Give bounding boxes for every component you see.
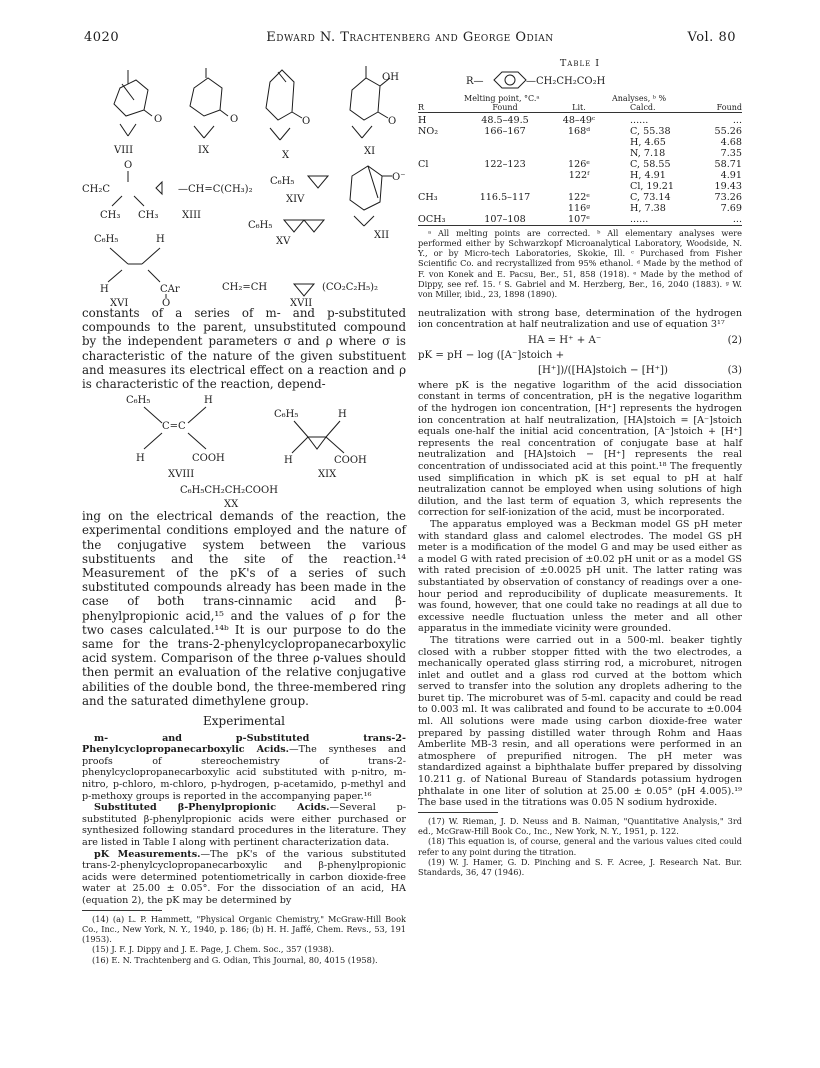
cell-found-analysis: 19.43 [714,180,742,192]
cell-lit: 168ᵈ [567,125,591,137]
svg-text:O: O [162,298,171,306]
label-xiii: XIII [182,210,201,221]
table-row [418,148,742,159]
cell-lit [546,148,612,159]
label-xix: XIX [318,469,337,481]
paragraph-exp-acids [82,733,406,803]
structure-xvi [94,234,180,306]
cell-r: CH₃ [418,191,438,203]
structure-x [266,70,310,161]
structure-xiii [82,160,253,221]
cell-calcd: Cl, 19.21 [630,180,674,192]
label-xi: XI [364,146,376,157]
paragraph-sigma-rho: constants of a series of m- and p-substituted compounds to the parent, unsubstituted compound by the independent parameters σ and ρ where σ is characteristic of the nature of the given substituent and measures its electrical effect on a reaction and ρ is characteristic of the reaction, depend- [82,306,406,392]
svg-text:C₆H₅: C₆H₅ [248,220,273,231]
equation-3-number: (3) [727,364,742,376]
cell-found: 166–167 [484,125,526,137]
label-xviii: XVIII [168,469,195,481]
cell-lit: 107ᵉ [567,213,591,225]
svg-text:OH: OH [382,72,399,83]
table-i [418,94,742,228]
svg-text:C₆H₅: C₆H₅ [126,395,151,407]
cell-calcd: ...... [630,114,649,126]
table-row [418,214,742,226]
equation-2-text: HA = H⁺ + A⁻ [528,334,602,346]
svg-text:O: O [230,114,239,125]
experimental-heading: Experimental [203,714,285,729]
footnote-17: (17) W. Rieman, J. D. Neuss and B. Naiman, "Quantitative Analysis," 3rd ed., McGraw-Hill Book Co., Inc., New York, N. Y., 1951, p. 122. [418,815,742,837]
structure-xiv [270,176,328,205]
right-column [418,58,742,878]
cell-found-analysis: 4.91 [720,169,742,181]
svg-text:CH₂=CH: CH₂=CH [222,282,268,293]
structure-xvii [222,282,378,306]
cell-found [464,148,546,159]
svg-text:COOH: COOH [192,453,225,465]
cell-calcd: ...... [630,213,649,225]
page-number: 4020 [84,30,120,45]
table-row [418,137,742,148]
formula-xx: C₆H₅CH₂CH₂COOH [180,485,278,497]
footnote-18: (18) This equation is, of course, general and the various values cited could refer to any point during the titration. [418,836,742,857]
svg-text:C=C: C=C [162,421,186,433]
structure-xix [274,409,367,480]
col-found-analysis: Found [716,102,742,112]
cell-calcd: C, 73.14 [630,191,671,203]
cell-calcd: C, 58.55 [630,158,671,170]
cell-r [418,137,464,148]
table-title: Table I [559,58,601,69]
cell-lit: 122ᵉ [567,191,591,203]
svg-text:—CH₂CH₂CO₂H: —CH₂CH₂CO₂H [526,75,606,87]
label-xx: XX [224,499,239,510]
label-viii: VIII [114,145,134,156]
svg-text:COOH: COOH [334,455,367,467]
paragraph-exp-propionic [82,802,406,848]
svg-text:C₆H₅: C₆H₅ [270,176,295,187]
structure-viii [113,70,162,156]
structures-viii-xvii [82,58,406,306]
table-row [418,115,742,126]
label-xiv: XIV [286,194,305,205]
cell-found [464,203,546,214]
cell-found: 107–108 [484,213,526,225]
equation-3-line2 [418,365,742,380]
col-r: R [418,102,425,112]
cell-lit [546,137,612,148]
col-calcd: Calcd. [630,102,656,112]
svg-text:H: H [204,395,213,407]
svg-text:O: O [124,160,133,171]
table-formula [418,70,742,92]
running-head [84,30,736,48]
cell-found: 116.5–117 [479,191,531,203]
label-xvi: XVI [110,298,129,306]
cell-lit: 48–49ᶜ [562,114,596,126]
table-row [418,159,742,170]
cell-found-analysis: 58.71 [714,158,742,170]
cell-found [464,181,546,192]
equation-2-number: (2) [727,334,742,346]
structure-ix [190,68,238,156]
cell-calcd: H, 7.38 [630,202,666,214]
left-column [82,58,406,965]
svg-text:H: H [100,284,109,295]
structure-xv [248,220,324,247]
footnote-19: (19) W. J. Hamer, G. D. Pinching and S. F. Acree, J. Research Nat. Bur. Standards, 36, 47 (1946). [418,857,742,878]
exp-propionic-body: —Several p-substituted β-phenylpropionic acids were either purchased or synthesized following standard procedures in the literature. They are listed in Table I along with pertinent characterization data. [82,802,407,848]
structure-xx [180,485,278,509]
svg-text:C₆H₅: C₆H₅ [274,409,299,421]
svg-text:H: H [284,455,293,467]
svg-text:CH₂C: CH₂C [82,184,111,195]
table-row [418,126,742,137]
structure-xii [350,166,405,241]
col-lit: Lit. [572,102,586,112]
svg-text:H: H [136,453,145,465]
cell-calcd: N, 7.18 [630,147,666,159]
cell-r [418,181,464,192]
svg-text:O: O [302,116,311,127]
running-title: Edward N. Trachtenberg and George Odian [266,30,554,45]
svg-text:C₆H₅: C₆H₅ [94,234,119,245]
group-analyses: Analyses, ᵇ % [612,93,667,103]
cell-found-analysis: 4.68 [720,136,742,148]
footnote-rule [82,910,162,911]
cell-calcd: H, 4.65 [630,136,666,148]
svg-text:H: H [156,234,165,245]
cell-found [464,137,546,148]
svg-text:CH₃: CH₃ [138,210,159,221]
cell-lit: 116ᵍ [567,202,591,214]
cell-r: Cl [418,158,429,170]
cell-found-analysis: 55.26 [714,125,742,137]
paragraph-neutralization: neutralization with strong base, determination of the hydrogen ion concentration at half neutralization and use of equation 3¹⁷ [418,307,742,331]
label-xv: XV [276,236,291,247]
svg-text:(CO₂C₂H₅)₂: (CO₂C₂H₅)₂ [322,282,379,293]
cell-found: 122–123 [484,158,526,170]
svg-text:H: H [338,409,347,421]
cell-r [418,148,464,159]
paragraph-apparatus: The apparatus employed was a Beckman model GS pH meter with standard glass and calomel electrodes. The model GS pH meter is a modification of the model G and may be used either as a model G with rated precision of ±0.02 pH unit or as a model GS with rated precision of ±0.0025 pH unit. The latter rating was substantiated by observation of constancy of readings over a one-hour period and reproducibility of duplicate measurements. It was found, however, that one could take no readings at all due to excessive needle fluctuation unless the meter and all other apparatus in the immediate vicinity were grounded. [418,518,742,635]
paragraph-titrations: The titrations were carried out in a 500-ml. beaker tightly closed with a rubber stopper fitted with the two electrodes, a mechanically operated glass stirring rod, a microburet, nitrogen inlet and outlet and a glass rod curved at the bottom which served to transfer into the solution any droplets adhering to the buret tip. The microburet was of 5-ml. capacity and could be read to 0.003 ml. It was calibrated and found to be accurate to ±0.004 ml. All solutions were made using carbon dioxide-free water prepared by passing distilled water through Rohm and Haas Amberlite MB-3 resin, and all operations were performed in an atmosphere of prepurified nitrogen. The pH meter was standardized against a biphthalate buffer prepared by dissolving 10.211 g. of National Bureau of Standards potassium hydrogen phthalate in one liter of solution at 25.00 ± 0.05° (pH 4.005).¹⁹ The base used in the titrations was 0.05 N sodium hydroxide. [418,634,742,809]
footnote-16: (16) E. N. Trachtenberg and G. Odian, This Journal, 80, 4015 (1958). [92,954,378,965]
volume-number: Vol. 80 [687,30,736,45]
cell-found-analysis: ... [732,114,742,126]
structure-xviii [126,395,225,480]
cell-r [418,170,464,181]
footnote-14: (14) (a) L. P. Hammett, "Physical Organic Chemistry," McGraw-Hill Book Co., Inc., New York, N. Y., 1940, p. 186; (b) H. H. Jaffé, Chem. Revs., 53, 191 (1953). [82,913,406,945]
table-row [418,192,742,203]
table-row [418,203,742,214]
label-xvii: XVII [290,298,313,306]
cell-found-analysis: 7.35 [720,147,742,159]
exp-acids-body: —The syntheses and proofs of stereochemistry of trans-2-phenylcyclopropanecarboxylic acid substituted with p-nitro, m-nitro, p-chloro, m-chloro, p-hydrogen, p-acetamido, p-methyl and p-methoxy groups is reported in the accompanying paper.¹⁶ [82,744,406,802]
table-row [418,181,742,192]
svg-text:R—: R— [466,75,484,87]
equation-2 [418,335,742,350]
paragraph-pk-definition: where pK is the negative logarithm of the acid dissociation constant in terms of concentration, pH is the negative logarithm of the hydrogen ion concentration, [H⁺] represents the hydrogen ion concentration at half neutralization, [HA]stoich = [A⁻]stoich equals one-half the initial acid concentration, [A⁻]stoich + [H⁺] represents the real concentration of conjugate base at half neutralization and [HA]stoich − [H⁺] represents the real concentration of undissociated acid at this point.¹⁸ The frequently used simplification in which pK is set equal to pH at half neutralization cannot be employed when using solutions of high dilution, and the last term of equation 3, which represents the correction for self-ionization of the acid, must be incorporated. [418,379,742,519]
cell-found-analysis: 7.69 [720,202,742,214]
svg-text:O: O [154,114,163,125]
label-ix: IX [198,145,210,156]
footnote-rule-right [418,812,498,813]
cell-r: H [418,114,427,126]
paragraph-exp-pk [82,849,406,907]
cell-r: OCH₃ [418,213,446,225]
equation-3-text-1: pK = pH − log ([A⁻]stoich + [418,349,565,361]
cell-lit [546,181,612,192]
svg-text:—CH=C(CH₃)₂: —CH=C(CH₃)₂ [178,184,253,195]
structures-xviii-xx [82,391,406,509]
paragraph-rho-values: ing on the electrical demands of the reaction, the experimental conditions employed and the nature of the conjugative system between the various substituents and the site of the reaction.¹⁴ Measurement of the pK's of a series of such substituted compounds already has been made in the case of both trans-cinnamic acid and β-phenylpropionic acid,¹⁵ and the values of ρ for the two cases calculated.¹⁴ᵇ It is our purpose to do the same for the trans-2-phenylcyclopropanecarboxylic acid system. Comparison of the three ρ-values should then permit an evaluation of the relative conjugative abilities of the double bond, the three-membered ring and the saturated dimethylene group. [82,509,406,708]
equation-3-text-2: [H⁺])/([HA]stoich − [H⁺]) [538,364,668,376]
cell-r [418,203,464,214]
cell-calcd: H, 4.91 [630,169,666,181]
exp-pk-body: —The pK's of the various substituted trans-2-phenylcyclopropanecarboxylic and β-phenylpropionic acids were determined potentiometrically in carbon dioxide-free water at 25.00 ± 0.05°. For the dissociation of an acid, HA (equation 2), the pK may be determined by [82,848,407,906]
svg-text:O: O [388,116,397,127]
footnote-15: (15) J. F. J. Dippy and J. E. Page, J. Chem. Soc., 357 (1938). [92,944,335,955]
cell-found [464,170,546,181]
col-found: Found [492,102,518,112]
equation-3-line1 [418,350,742,365]
cell-found-analysis: ... [732,213,742,225]
svg-text:CAr: CAr [160,284,180,295]
label-xii: XII [374,230,390,241]
cell-lit: 122ᶠ [568,169,590,181]
svg-text:CH₃: CH₃ [100,210,121,221]
svg-text:O⁻: O⁻ [392,172,406,183]
cell-found: 48.5–49.5 [481,114,529,126]
cell-calcd: C, 55.38 [630,125,671,137]
exp-acids-heading: m- and p-Substituted trans-2-Phenylcyclopropanecarboxylic Acids. [82,732,406,756]
group-melting-point: Melting point, °C.ᵃ [464,93,540,103]
cell-r: NO₂ [418,125,439,137]
cell-lit: 126ᵉ [567,158,591,170]
table-notes: ᵃ All melting points are corrected. ᵇ All elementary analyses were performed either by Schwarzkopf Microanalytical Laboratory, Woodside, N. Y., or by Micro-tech Laboratories, Skokie, Ill. ᶜ Purchased from Fisher Scientific Co. and recrystallized from 95% ethanol. ᵈ Made by the method of F. von Konek and E. Pacsu, Ber., 51, 858 (1918). ᵉ Made by the method of Dippy, see ref. 15. ᶠ S. Gabriel and M. Herzberg, Ber., 16, 2040 (1883). ᵍ W. von Miller, ibid., 23, 1898 (1890). [418,227,742,300]
exp-pk-heading: pK Measurements. [94,848,201,860]
exp-propionic-heading: Substituted β-Phenylpropionic Acids. [94,802,330,814]
table-row [418,170,742,181]
cell-found-analysis: 73.26 [714,191,742,203]
label-x: X [282,150,290,161]
structure-xi [350,66,399,157]
